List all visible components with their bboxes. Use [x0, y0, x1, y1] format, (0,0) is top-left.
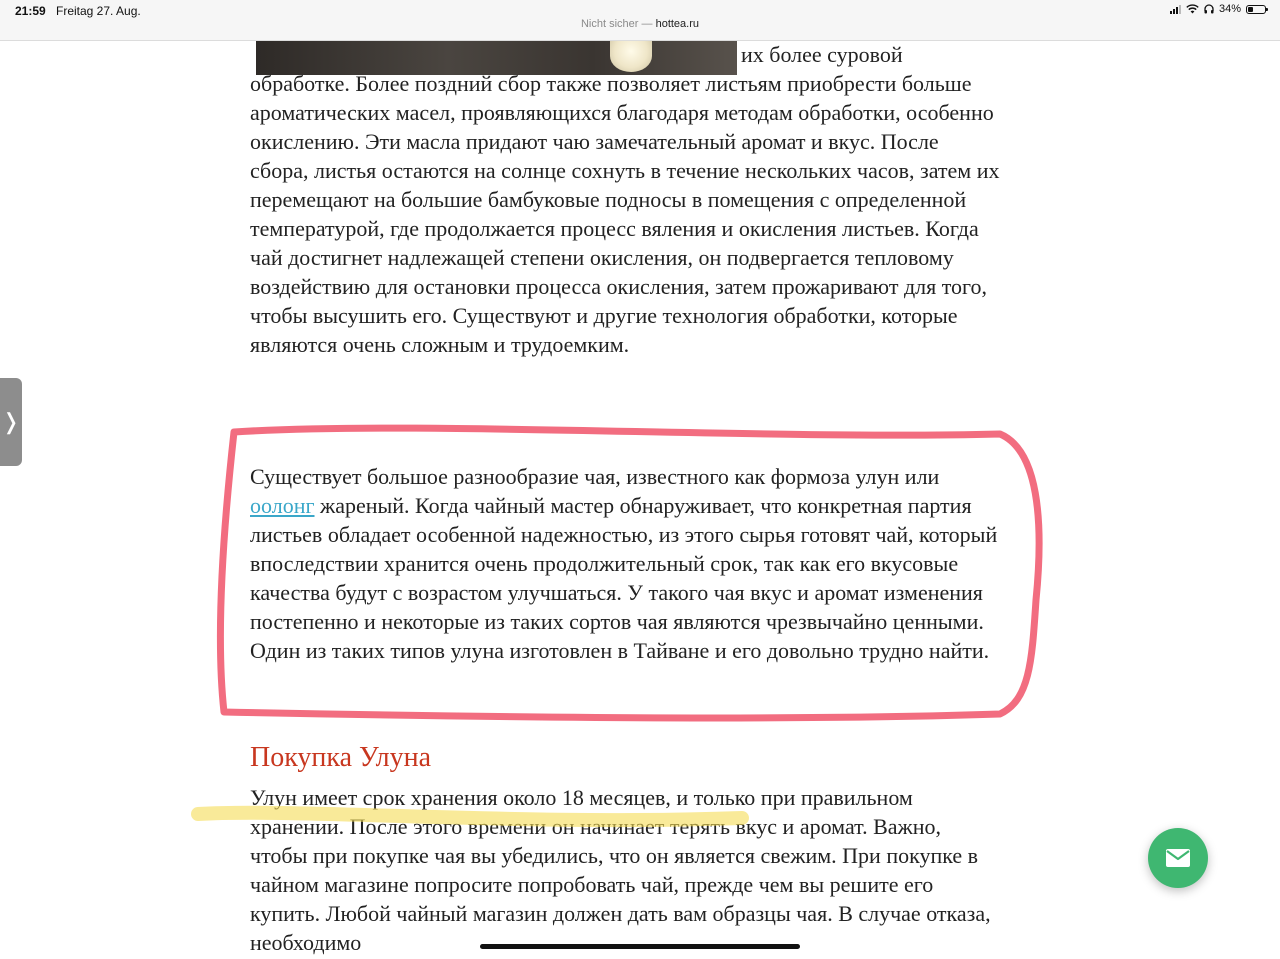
paragraph-formosa-oolong — [250, 462, 1000, 665]
date: Freitag 27. Aug. — [56, 4, 141, 18]
battery-icon — [1246, 5, 1266, 14]
oolong-link[interactable]: оолонг — [250, 493, 315, 518]
paragraph-text: жареный. Когда чайный мастер обнаруживает, что конкретная партия листьев обладает особенной надежностью, из этого сырья готовят чай, который впоследствии хранится очень продолжительный срок, так как его вкусовые качества будут с возрастом улучшаться. У такого чая вкус и аромат изменения постепенно и некоторые из таких сортов чая являются чрезвычайно ценными. Один из таких типов улуна изготовлен в Тайване и его довольно трудно найти. — [250, 493, 998, 663]
paragraph-text: Существует большое разнообразие чая, известного как формоза улун или — [250, 464, 940, 489]
url-host: hottea.ru — [655, 18, 699, 30]
wifi-icon — [1186, 4, 1199, 14]
headphones-icon — [1204, 4, 1214, 14]
cellular-signal-icon — [1170, 4, 1181, 14]
side-panel-tab[interactable] — [0, 378, 22, 466]
status-bar — [0, 0, 1280, 41]
not-secure-label: Nicht sicher — — [580, 18, 653, 30]
battery-percent: 34% — [1218, 3, 1241, 15]
paragraph-text: Улун имеет срок хранения около 18 месяцев, и только при правильном хранении. После этого времени он начинает терять вкус и аромат. Важно, чтобы при покупке чая вы убедились, что он является свежим. При покупке в чайном магазине попросите попробовать чай, прежде чем вы решите его купить. Любой чайный магазин должен дать вам образцы чая. В случае отказа, необходимо — [250, 785, 991, 955]
contact-button[interactable] — [1148, 828, 1208, 888]
system-indicators — [1170, 3, 1266, 15]
address-bar[interactable] — [0, 18, 1280, 30]
clock: 21:59 — [15, 4, 46, 18]
chevron-right-icon: ❭ — [1, 409, 21, 434]
section-heading: Покупка Улуна — [250, 742, 432, 773]
mail-icon — [1165, 848, 1191, 868]
paragraph-line: их более суровой — [741, 42, 903, 67]
paragraph-processing — [250, 40, 1000, 359]
paragraph-line: обработке. Более поздний сбор также позволяет листьям приобрести больше ароматических масел, проявляющихся благодаря методам обработки, особенно окислению. Эти масла придают чаю замечательный аромат и вкус. После сбора, листья остаются на солнце сохнуть в течение нескольких часов, затем их перемещают на большие бамбуковые подносы в помещения с определенной температурой, где продолжается процесс вяления и окисления листьев. Когда чай достигнет надлежащей степени окисления, он подвергается тепловому воздействию для остановки процесса окисления, затем прожаривают для того, чтобы высушить его. Существуют и другие технология обработки, которые являются очень сложным и трудоемким. — [250, 71, 1000, 357]
home-indicator[interactable] — [480, 944, 800, 949]
paragraph-buying — [250, 783, 1000, 957]
